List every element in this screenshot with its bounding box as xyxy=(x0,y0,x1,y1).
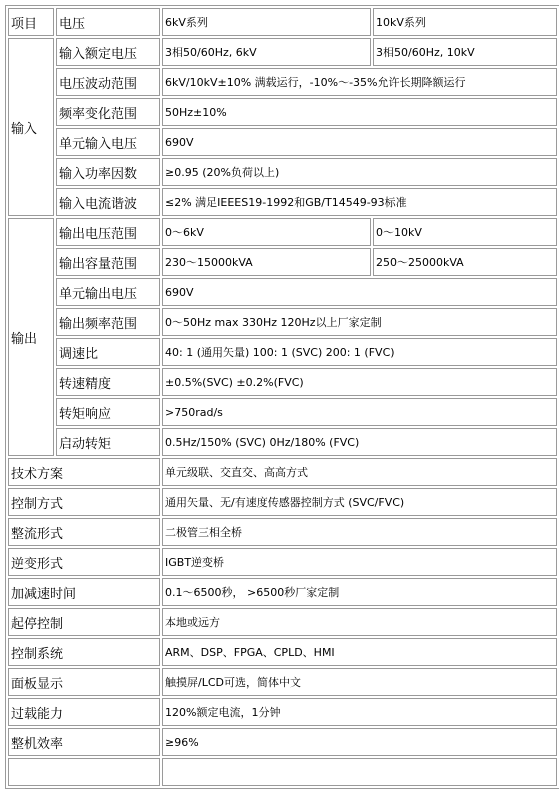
row-label: 单元输入电压 xyxy=(56,128,160,156)
value-10kv: 0～10kV xyxy=(373,218,557,246)
row-value: 0.1～6500秒， >6500秒厂家定制 xyxy=(162,578,557,606)
row-label: 输入额定电压 xyxy=(56,38,160,66)
row-value: 690V xyxy=(162,278,557,306)
row-value: ≤2% 满足IEEES19-1992和GB/T14549-93标准 xyxy=(162,188,557,216)
row-value: 50Hz±10% xyxy=(162,98,557,126)
header-6kv-series: 6kV系列 xyxy=(162,8,371,36)
table-row xyxy=(8,218,557,246)
table-row xyxy=(8,458,557,486)
row-value: 通用矢量、无/有速度传感器控制方式 (SVC/FVC) xyxy=(162,488,557,516)
table-row xyxy=(8,548,557,576)
value-6kv: 3相50/60Hz, 6kV xyxy=(162,38,371,66)
row-value: IGBT逆变桥 xyxy=(162,548,557,576)
row-label: 转矩响应 xyxy=(56,398,160,426)
table-row xyxy=(8,608,557,636)
header-voltage: 电压 xyxy=(56,8,160,36)
value-10kv: 250～25000kVA xyxy=(373,248,557,276)
row-label: 启动转矩 xyxy=(56,428,160,456)
header-item: 项目 xyxy=(8,8,54,36)
output-group-label: 输出 xyxy=(8,218,54,456)
row-label: 调速比 xyxy=(56,338,160,366)
row-value: 0～50Hz max 330Hz 120Hz以上厂家定制 xyxy=(162,308,557,336)
row-label: 电压波动范围 xyxy=(56,68,160,96)
row-label: 输入电流谐波 xyxy=(56,188,160,216)
row-value: 690V xyxy=(162,128,557,156)
row-value: ±0.5%(SVC) ±0.2%(FVC) xyxy=(162,368,557,396)
table-row xyxy=(8,98,557,126)
row-label: 技术方案 xyxy=(8,458,160,486)
table-row xyxy=(8,278,557,306)
row-label: 过载能力 xyxy=(8,698,160,726)
row-label: 控制系统 xyxy=(8,638,160,666)
table-row xyxy=(8,698,557,726)
value-6kv: 0～6kV xyxy=(162,218,371,246)
table-row xyxy=(8,158,557,186)
table-row xyxy=(8,578,557,606)
table-row xyxy=(8,38,557,66)
row-value: 6kV/10kV±10% 满载运行，-10%～-35%允许长期降额运行 xyxy=(162,68,557,96)
row-label: 输出电压范围 xyxy=(56,218,160,246)
row-cut-off-cell xyxy=(8,758,160,786)
row-value: 触摸屏/LCD可选，简体中文 xyxy=(162,668,557,696)
table-row xyxy=(8,398,557,426)
row-label: 面板显示 xyxy=(8,668,160,696)
value-6kv: 230～15000kVA xyxy=(162,248,371,276)
row-label: 输出频率范围 xyxy=(56,308,160,336)
row-label: 起停控制 xyxy=(8,608,160,636)
table-row xyxy=(8,368,557,396)
row-value: 二极管三相全桥 xyxy=(162,518,557,546)
header-row xyxy=(8,8,557,36)
row-label: 加减速时间 xyxy=(8,578,160,606)
row-label: 转速精度 xyxy=(56,368,160,396)
row-value: 40: 1 (通用矢量) 100: 1 (SVC) 200: 1 (FVC) xyxy=(162,338,557,366)
spec-table xyxy=(5,5,559,789)
row-value: 单元级联、交直交、高高方式 xyxy=(162,458,557,486)
table-row-cut-off xyxy=(8,758,557,786)
table-row xyxy=(8,518,557,546)
header-10kv-series: 10kV系列 xyxy=(373,8,557,36)
row-label: 单元输出电压 xyxy=(56,278,160,306)
table-row xyxy=(8,188,557,216)
value-10kv: 3相50/60Hz, 10kV xyxy=(373,38,557,66)
row-cut-off-cell xyxy=(162,758,557,786)
row-label: 整流形式 xyxy=(8,518,160,546)
row-label: 输入功率因数 xyxy=(56,158,160,186)
row-value: 0.5Hz/150% (SVC) 0Hz/180% (FVC) xyxy=(162,428,557,456)
row-value: ≥0.95 (20%负荷以上) xyxy=(162,158,557,186)
row-value: 120%额定电流，1分钟 xyxy=(162,698,557,726)
table-row xyxy=(8,68,557,96)
table-row xyxy=(8,728,557,756)
row-value: ARM、DSP、FPGA、CPLD、HMI xyxy=(162,638,557,666)
table-row xyxy=(8,338,557,366)
row-value: ≥96% xyxy=(162,728,557,756)
table-row xyxy=(8,308,557,336)
row-label: 控制方式 xyxy=(8,488,160,516)
table-row xyxy=(8,668,557,696)
row-value: 本地或远方 xyxy=(162,608,557,636)
input-group-label: 输入 xyxy=(8,38,54,216)
row-value: >750rad/s xyxy=(162,398,557,426)
row-label: 逆变形式 xyxy=(8,548,160,576)
row-label: 频率变化范围 xyxy=(56,98,160,126)
table-row xyxy=(8,128,557,156)
table-row xyxy=(8,428,557,456)
table-row xyxy=(8,248,557,276)
table-row xyxy=(8,488,557,516)
table-row xyxy=(8,638,557,666)
row-label: 整机效率 xyxy=(8,728,160,756)
row-label: 输出容量范围 xyxy=(56,248,160,276)
